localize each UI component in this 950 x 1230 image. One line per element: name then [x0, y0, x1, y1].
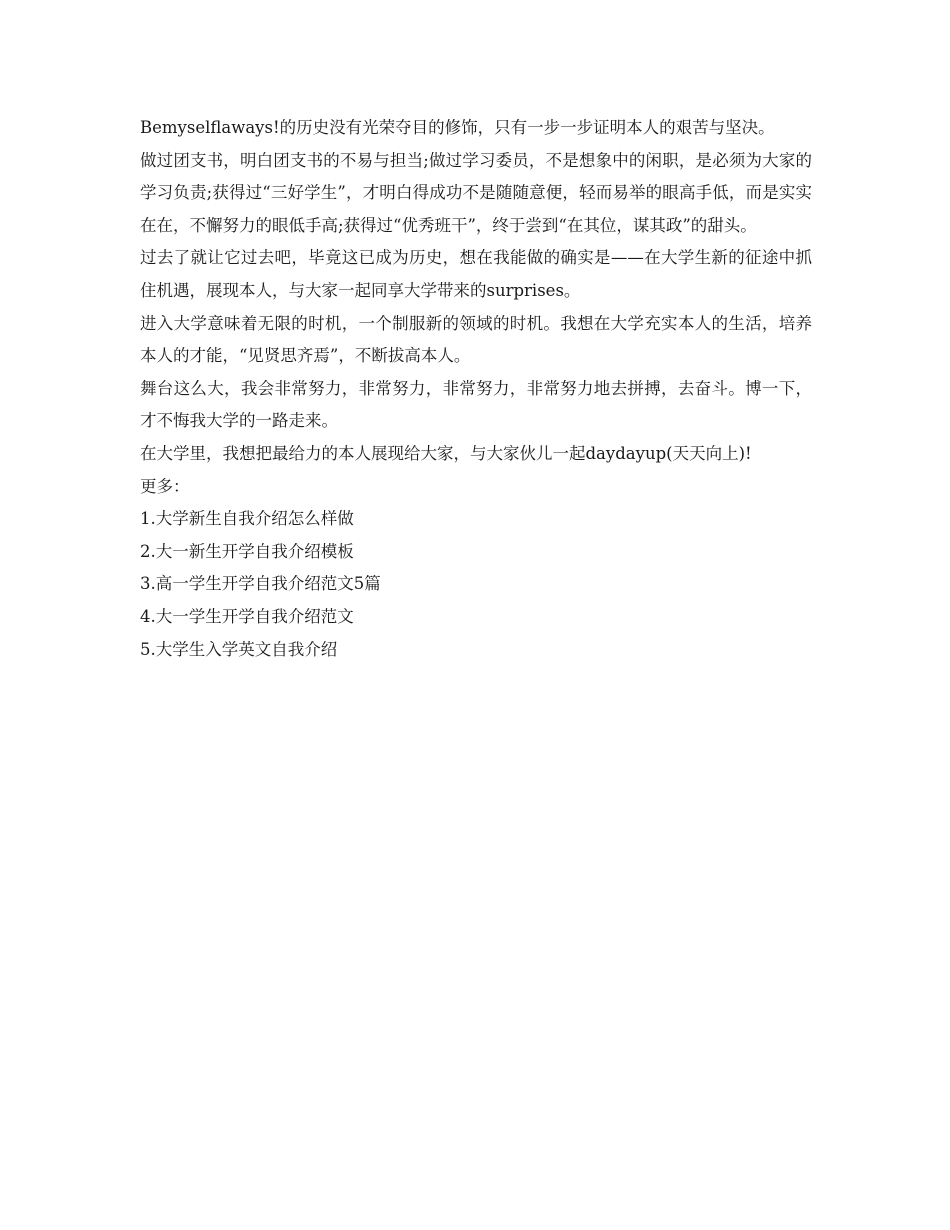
paragraph-intro: Bemyselflaways!的历史没有光荣夺目的修饰，只有一步一步证明本人的艰苦与坚决。	[140, 118, 775, 137]
paragraph-experience: 做过团支书，明白团支书的不易与担当;做过学习委员，不是想象中的闲职，是必须为大家的学习负责;获得过“三好学生”，才明白得成功不是随随意便，轻而易举的眼高手低，而是实实在在，不懈努力的眼低手高;获得过“优秀班干”，终于尝到“在其位，谋其政”的甜头。	[140, 150, 812, 235]
paragraph-stage: 舞台这么大，我会非常努力，非常努力，非常努力，非常努力地去拼搏，去奋斗。博一下，才不悔我大学的一路走来。	[140, 378, 812, 431]
paragraph-opportunity: 进入大学意味着无限的时机，一个制服新的领域的时机。我想在大学充实本人的生活，培养本人的才能，“见贤思齐焉”，不断拔高本人。	[140, 313, 812, 366]
more-link-2[interactable]: 2.大一新生开学自我介绍模板	[140, 541, 354, 561]
more-link-3[interactable]: 3.高一学生开学自我介绍范文5篇	[140, 574, 381, 594]
more-link-4[interactable]: 4.大一学生开学自我介绍范文	[140, 606, 354, 626]
more-label: 更多：	[140, 476, 190, 496]
more-link-5[interactable]: 5.大学生入学英文自我介绍	[140, 639, 338, 659]
paragraph-past: 过去了就让它过去吧，毕竟这已成为历史，想在我能做的确实是——在大学生新的征途中抓住机遇，展现本人，与大家一起同享大学带来的surprises。	[140, 248, 812, 300]
paragraph-closing: 在大学里，我想把最给力的本人展现给大家，与大家伙儿一起daydayup(天天向上)!	[140, 443, 752, 463]
more-link-1[interactable]: 1.大学新生自我介绍怎么样做	[140, 509, 354, 529]
more-links-list	[140, 503, 812, 666]
document-body	[140, 112, 812, 666]
